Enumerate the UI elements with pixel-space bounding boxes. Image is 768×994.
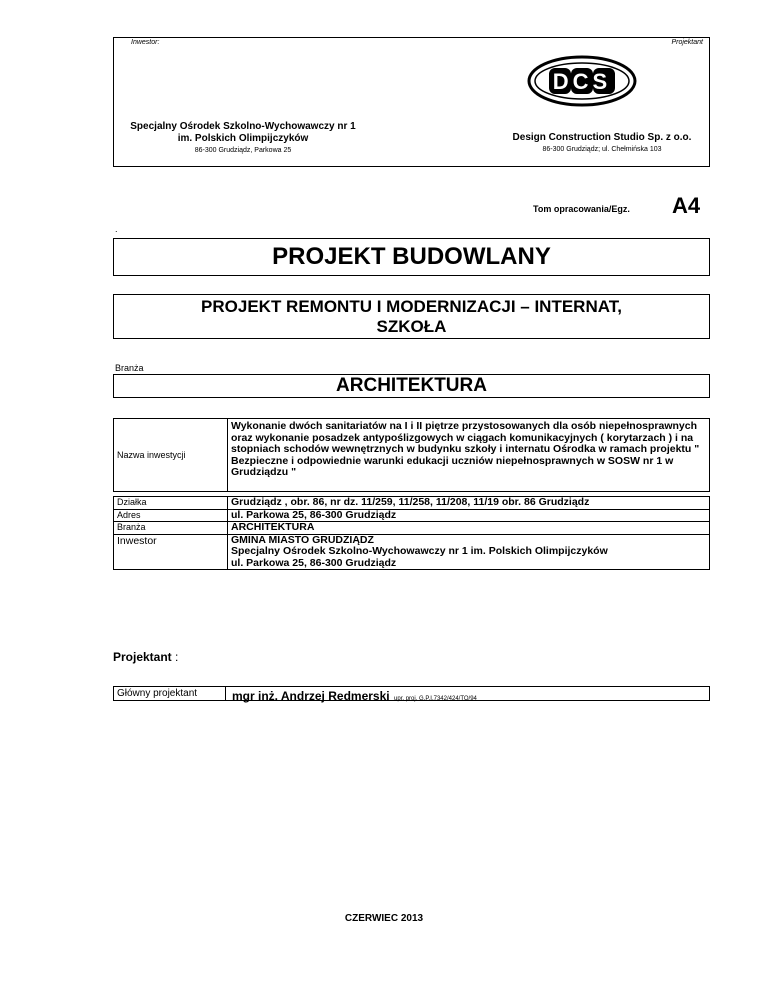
volume-label: Tom opracowania/Egz.	[533, 204, 630, 214]
chief-designer-info	[232, 687, 477, 705]
investor-row-label: Inwestor	[114, 534, 228, 570]
investment-label: Nazwa inwestycji	[114, 419, 228, 492]
chief-designer-row	[113, 686, 710, 701]
table-row	[114, 534, 710, 570]
designer-section-label	[113, 650, 178, 664]
designer-label: Projektant	[671, 39, 703, 46]
address-label: Adres	[114, 509, 228, 522]
investor-name-line2: im. Polskich Olimpijczyków	[177, 133, 309, 144]
investor-block	[114, 121, 372, 154]
table-row	[114, 497, 710, 510]
table-row	[114, 509, 710, 522]
investor-row-value	[228, 534, 710, 570]
table-row	[114, 522, 710, 535]
chief-designer-license: upr. proj. G.P.I.7342/424/TO/94	[394, 696, 477, 702]
designer-name: Design Construction Studio Sp. z o.o.	[512, 132, 692, 143]
document-date: CZERWIEC 2013	[344, 913, 424, 924]
logo-text: DCS	[552, 69, 612, 94]
dot-mark: .	[115, 224, 118, 234]
branch-title: ARCHITEKTURA	[113, 374, 710, 398]
project-subtitle	[113, 294, 710, 339]
table-row	[114, 419, 710, 492]
plot-value: Grudziądz , obr. 86, nr dz. 11/259, 11/258, 11/208, 11/19 obr. 86 Grudziądz	[228, 497, 710, 510]
plot-label: Działka	[114, 497, 228, 510]
designer-section-title: Projektant	[113, 650, 172, 664]
address-value: ul. Parkowa 25, 86-300 Grudziądz	[228, 509, 710, 522]
investor-value-line3: ul. Parkowa 25, 86-300 Grudziądz	[231, 556, 397, 569]
designer-address: 86-300 Grudziądz; ul. Chełmińska 103	[542, 146, 662, 153]
investor-label: Inwestor:	[131, 39, 160, 46]
investor-value-line1: GMINA MIASTO GRUDZIĄDZ	[231, 533, 374, 546]
investor-name-line1: Specjalny Ośrodek Szkolno-Wychowawczy nr 1	[130, 121, 356, 132]
branch-row-value: ARCHITEKTURA	[228, 522, 710, 535]
subtitle-line2: SZKOŁA	[376, 316, 447, 336]
row-divider	[225, 686, 226, 700]
chief-designer-label: Główny projektant	[117, 688, 198, 699]
investor-value-line2: Specjalny Ośrodek Szkolno-Wychowawczy nr 1 im. Polskich Olimpijczyków	[231, 545, 608, 557]
branch-row-label: Branża	[114, 522, 228, 535]
info-table	[113, 418, 710, 570]
chief-designer-name: mgr inż. Andrzej Redmerski	[232, 689, 390, 703]
page-title: PROJEKT BUDOWLANY	[113, 238, 710, 276]
investment-value: Wykonanie dwóch sanitariatów na I i II piętrze przystosowanych dla osób niepełnosprawnych oraz wykonanie posadzek antypoślizgowych w ciągach komunikacyjnych ( korytarzach ) i na stopniach schodów wewnętrznych w budynku szkoły i internatu Ośrodka w ramach projektu " Bezpieczne i odpowiednie warunki edukacji uczniów niepełnosprawnych w SOSW nr 1 w Grudziądzu "	[228, 419, 710, 492]
subtitle-line1: PROJEKT REMONTU I MODERNIZACJI – INTERNAT,	[201, 296, 622, 316]
branch-label: Branża	[115, 363, 144, 373]
volume-value: A4	[672, 193, 701, 218]
designer-block	[507, 132, 697, 153]
dcs-logo	[527, 55, 637, 107]
investor-address: 86-300 Grudziądz, Parkowa 25	[194, 147, 292, 154]
designer-section-colon: :	[171, 650, 179, 664]
